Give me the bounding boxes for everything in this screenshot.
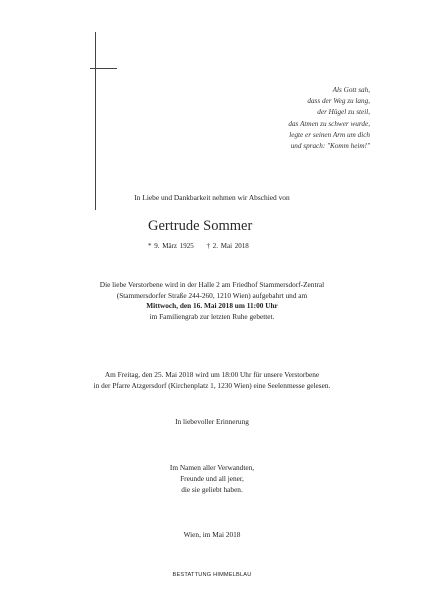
poem-line: und sprach: "Komm heim!": [290, 142, 370, 151]
poem-line: dass der Weg zu lang,: [307, 97, 370, 106]
cross-icon-horizontal: [90, 68, 117, 69]
funeral-info: [0, 280, 424, 322]
funeral-line: im Familiengrab zur letzten Ruhe gebettet.: [149, 311, 275, 321]
poem-line: legte er seinen Arm um dich: [289, 130, 370, 139]
cross-icon-vertical: [95, 32, 96, 210]
birth-date: * 9. März 1925: [148, 242, 194, 250]
poem-line: das Atmen zu schwer wurde,: [288, 119, 370, 128]
funeral-line: (Stammersdorfer Straße 244-260, 1210 Wien) aufgebahrt und am: [116, 290, 308, 300]
mass-line: in der Pfarre Atzgersdorf (Kirchenplatz 1, 1230 Wien) eine Seelenmesse gelesen.: [93, 380, 331, 390]
poem-line: Als Gott sah,: [332, 86, 370, 94]
poem-line: der Hügel zu steil,: [317, 108, 370, 117]
life-dates: [148, 242, 259, 250]
mass-info: [0, 370, 424, 391]
family-line: Freunde und all jener,: [180, 474, 244, 483]
undertaker-name: BESTATTUNG HIMMELBLAU: [172, 572, 252, 578]
family-line: die sie geliebt haben.: [181, 485, 243, 494]
family-line: Im Namen aller Verwandten,: [169, 463, 255, 472]
memory-text: In liebevoller Erinnerung: [175, 417, 249, 426]
poem: [230, 85, 370, 152]
deceased-name: Gertrude Sommer: [148, 218, 253, 234]
family-signature: [0, 462, 424, 495]
place-date: Wien, im Mai 2018: [183, 530, 241, 539]
funeral-date: Mittwoch, den 16. Mai 2018 um 11:00 Uhr: [146, 301, 278, 311]
mass-line: Am Freitag, den 25. Mai 2018 wird um 18:00 Uhr für unsere Verstorbene: [104, 370, 320, 379]
death-date: † 2. Mai 2018: [206, 242, 249, 250]
intro-text: In Liebe und Dankbarkeit nehmen wir Abschied von: [134, 193, 290, 202]
funeral-line: Die liebe Verstorbene wird in der Halle 2 am Friedhof Stammersdorf-Zentral: [99, 280, 325, 289]
